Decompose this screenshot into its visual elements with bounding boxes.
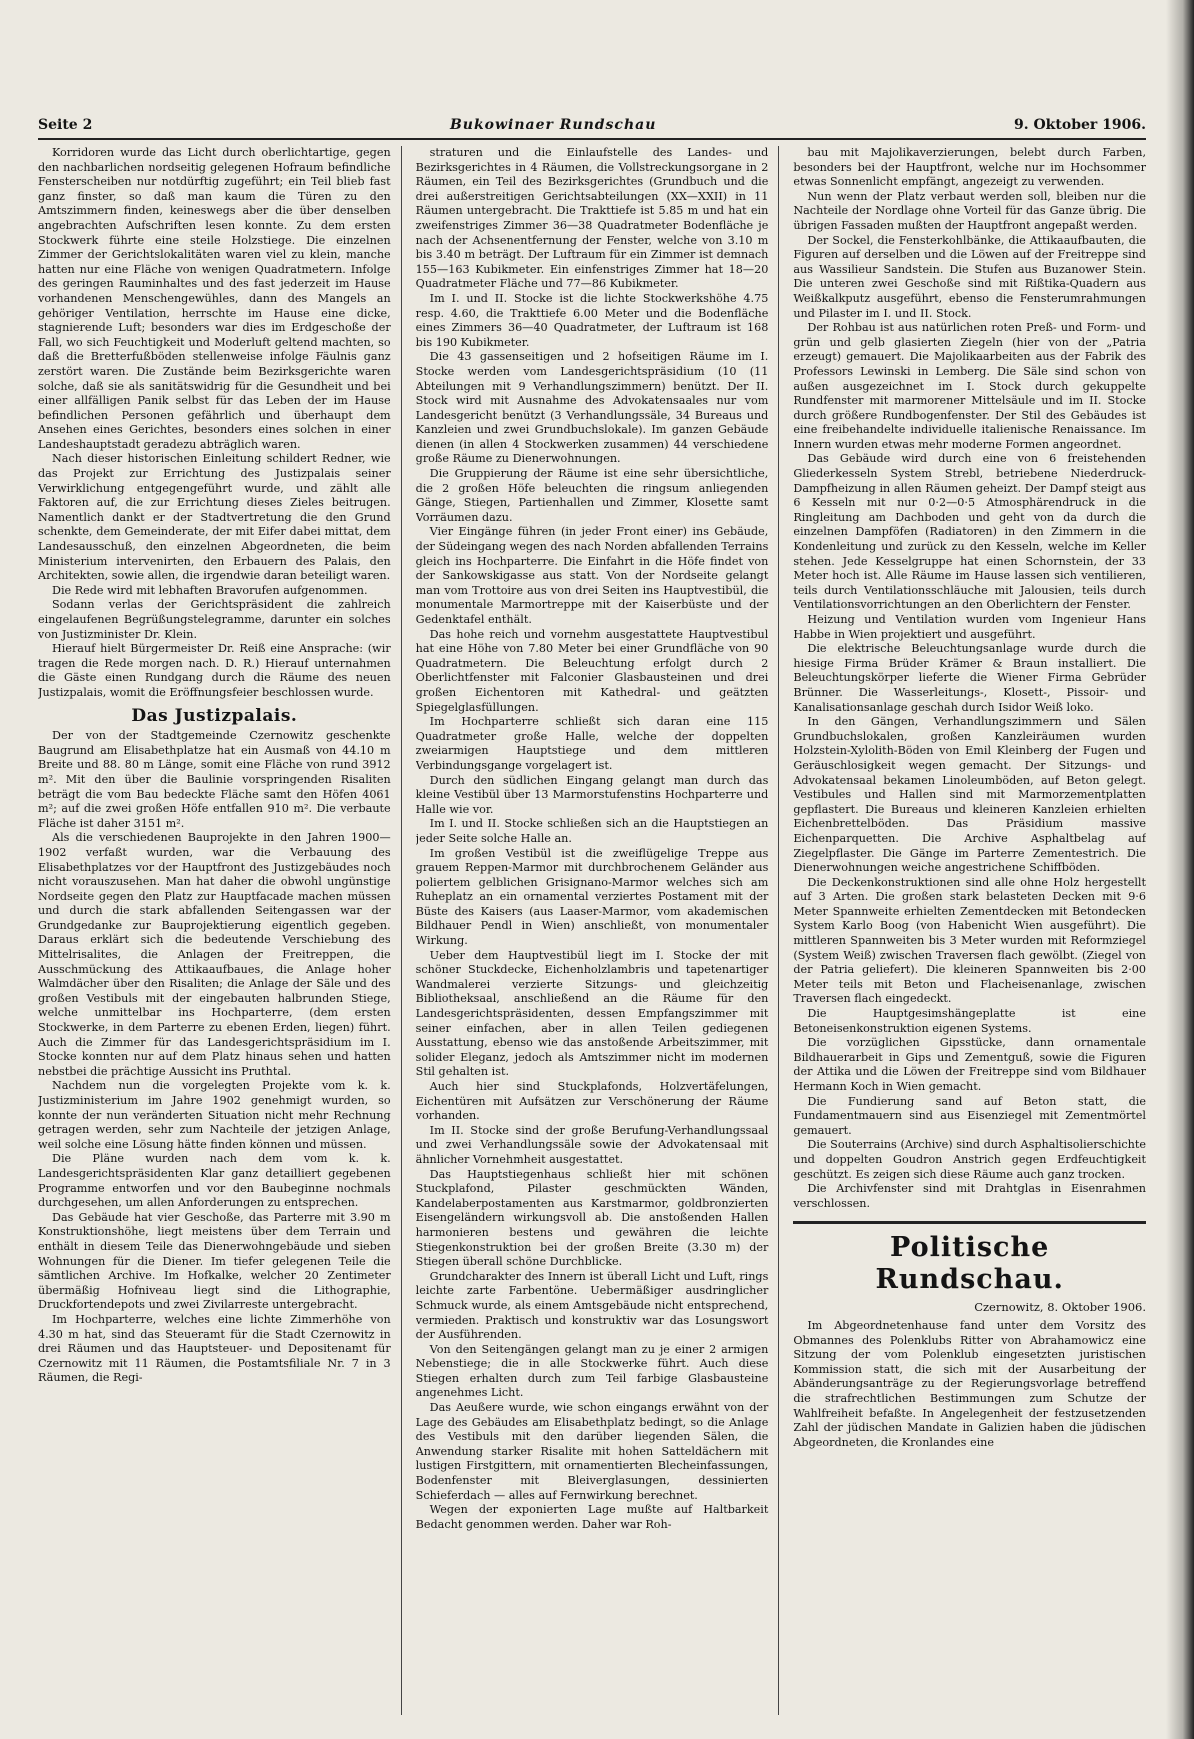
paragraph: Das Gebäude hat vier Geschoße, das Parterre mit 3.90 m Konstruktionshöhe, liegt meistens über dem Terrain und enthält in diesem Teile das Dienerwohngebäude und sieben Wohnungen für die Diener. Im tiefer gelegenen Teile die sämtlichen Archive. Im Hofkalke, welcher 20 Zentimeter übermäßig Hofniveau liegt sind die Lithographie, Druckfortendepots und zwei Zivilarreste untergebracht. (38, 1210, 391, 1312)
paragraph: Die Pläne wurden nach dem vom k. k. Landesgerichtspräsidenten Klar ganz detailliert gegebenen Programme entworfen und vor den Baubeginne nochmals durchgesehen, um allen Anforderungen zu entsprechen. (38, 1152, 391, 1210)
paragraph: Das hohe reich und vornehm ausgestattete Hauptvestibul hat eine Höhe von 7.80 Meter bei einer Grundfläche von 90 Quadratmetern. Die Beleuchtung erfolgt durch 2 Oberlichtfenster mit Falconier Glasbausteinen und drei großen Eichentoren mit Kathedral- und geätzten Spiegelglasfüllungen. (415, 627, 769, 714)
paragraph: Das Aeußere wurde, wie schon eingangs erwähnt von der Lage des Gebäudes am Elisabethplatz bedingt, so die Anlage des Vestibuls mit den darüber liegenden Sälen, die Anwendung starker Risalite mit hohen Satteldächern mit lustigen Firstgittern, mit ornamentierten Blecheinfassungen, Bodenfenster mit Bleiverglasungen, dessinierten Schieferdach — alles auf Fernwirkung berechnet. (415, 1401, 769, 1502)
paragraph: Der von der Stadtgemeinde Czernowitz geschenkte Baugrund am Elisabethplatze hat ein Ausmaß von 44.10 m Breite und 88. 80 m Länge, somit eine Fläche von rund 3912 m². Mit den über die Baulinie vorspringenden Risaliten beträgt die vom Bau bedeckte Fläche samt den Höfen 4061 m²; auf die zwei großen Höfe entfallen 910 m². Die verbaute Fläche ist daher 3151 m². (38, 729, 391, 830)
paragraph: Die vorzüglichen Gipsstücke, dann ornamentale Bildhauerarbeit in Gips und Zementguß, sowie die Figuren der Attika und die Löwen der Freitreppe sind vom Bildhauer Hermann Koch in Wien gemacht. (793, 1036, 1147, 1093)
paragraph: Nun wenn der Platz verbaut werden soll, bleiben nur die Nachteile der Nordlage ohne Vorteil für das Ganze übrig. Die übrigen Fassaden mußten der Hauptfront angepaßt werden. (793, 189, 1147, 232)
paragraph: Im großen Vestibül ist die zweiflügelige Treppe aus grauem Reppen-Marmor mit durchbrochenem Geländer aus poliertem gelblichen Grisignano-Marmor welches sich am Ruheplatz an ein ornamental verziertes Postament mit der Büste des Kaisers (aus Laaser-Marmor, vom akademischen Bildhauer Pendl in Wien) anschließt, von monumentaler Wirkung. (415, 846, 769, 948)
paragraph: Nach dieser historischen Einleitung schildert Redner, wie das Projekt zur Errichtung des Justizpalais seiner Verwirklichung entgegengeführt wurde, und zählt alle Faktoren auf, die zur Errichtung dieses Zieles beitrugen. Namentlich dankt er der Stadtvertretung die den Grund schenkte, dem Gemeinderate, der mit Eifer dabei mittat, dem Landesausschuß, den einzelnen Abgeordneten, die beim Ministerium intervenirten, den Erbauern des Palais, den Architekten, sowie allen, die irgendwie daran beteiligt waren. (38, 452, 391, 583)
paragraph: Die elektrische Beleuchtungsanlage wurde durch die hiesige Firma Brüder Krämer & Braun installiert. Die Beleuchtungskörper lieferte die Wiener Firma Gebrüder Brünner. Die Wasserleitungs-, Klosett-, Pissoir- und Kanalisationsanlage geschah durch Isidor Weiß loko. (793, 642, 1147, 714)
paragraph: Die Fundierung sand auf Beton statt, die Fundamentmauern sind aus Eisenziegel mit Zementmörtel gemauert. (793, 1094, 1147, 1137)
page-number: Seite 2 (38, 117, 93, 133)
column-2 (416, 146, 780, 1715)
paragraph: Im I. und II. Stocke schließen sich an die Hauptstiegen an jeder Seite solche Halle an. (415, 817, 769, 845)
paragraph: Nachdem nun die vorgelegten Projekte vom k. k. Justizministerium im Jahre 1902 genehmigt wurden, so konnte der nun veränderten Situation nicht mehr Rechnung getragen werden, sehr zum Nachteile der jetzigen Anlage, weil solche eine Lösung hätte finden können und müssen. (38, 1079, 391, 1151)
paragraph: Vier Eingänge führen (in jeder Front einer) ins Gebäude, der Südeingang wegen des nach Norden abfallenden Terrains gleich ins Hochparterre. Die Einfahrt in die Höfe findet von der Sankowskigasse aus statt. Von der Nordseite gelangt man vom Trottoire aus von drei Seiten ins Hauptvestibül, die monumentale Marmortreppe mit der Kaiserbüste und der Gedenktafel enthält. (415, 525, 769, 626)
article-columns (38, 146, 1146, 1715)
paragraph: Im Hochparterre, welches eine lichte Zimmerhöhe von 4.30 m hat, sind das Steueramt für die Stadt Czernowitz in drei Räumen und das Hauptsteuer- und Depositenamt für Czernowitz mit 11 Räumen, die Postamtsfiliale Nr. 7 in 3 Räumen, die Regi- (38, 1312, 391, 1385)
paragraph: bau mit Majolikaverzierungen, belebt durch Farben, besonders bei der Hauptfront, welche nur im Hochsommer etwas Sonnenlicht empfängt, angezeigt zu verwenden. (793, 146, 1147, 189)
column-3 (793, 146, 1146, 1715)
paragraph: Heizung und Ventilation wurden vom Ingenieur Hans Habbe in Wien projektiert und ausgeführt. (793, 613, 1147, 641)
paragraph: Als die verschiedenen Bauprojekte in den Jahren 1900—1902 verfaßt wurden, war die Verbauung des Elisabethplatzes vor der Hauptfront des Justizgebäudes noch nicht vorauszusehen. Man hat daher die obwohl ungünstige Nordseite gegen den Platz zur Hauptfacade machen müssen und durch die stark abfallenden Seitengassen war der Grundgedanke zur Bauprojektierung eigentlich gegeben. Daraus erklärt sich die bedeutende Verschiebung des Mittelrisalites, die Anlagen der Freitreppen, die Ausschmückung des Attikaaufbaues, die Anlage hoher Walmdächer über den Risaliten; die Anlage der Säle und des großen Vestibuls mit der eingebauten halbrunden Stiege, welche unmittelbar ins Hochparterre, (dem ersten Stockwerke, in dem Parterre zu ebenen Erden, liegen) führt. Auch die Zimmer für das Landesgerichtspräsidium im I. Stocke konnten nur auf dem Platz hinaus sehen und hatten nebstbei die prächtige Aussicht ins Pruthtal. (38, 831, 391, 1078)
paragraph: Grundcharakter des Innern ist überall Licht und Luft, rings leichte zarte Farbentöne. Uebermäßiger ausdringlicher Schmuck wurde, als einem Amtsgebäude nicht entsprechend, vermieden. Praktisch und konstruktiv war das Losungswort der Ausführenden. (415, 1269, 769, 1342)
column-1 (38, 146, 402, 1715)
paragraph: Auch hier sind Stuckplafonds, Holzvertäfelungen, Eichentüren mit Aufsätzen zur Verschönerung der Räume vorhanden. (415, 1080, 769, 1123)
dateline: Czernowitz, 8. Oktober 1906. (974, 1300, 1147, 1315)
paragraph: Im II. Stocke sind der große Berufung-Verhandlungssaal und zwei Verhandlungssäle sowie der Advokatensaal mit ähnlicher Vornehmheit ausgestattet. (415, 1123, 769, 1166)
paragraph: Ueber dem Hauptvestibül liegt im I. Stocke der mit schöner Stuckdecke, Eichenholzlambris und tapetenartiger Wandmalerei verzierte Sitzungs- und gleichzeitig Bibliotheksaal, anschließend an die Räume für den Landesgerichtspräsidenten, dessen Empfangszimmer mit seiner einfachen, aber in allen Teilen gediegenen Ausstattung, ebenso wie das anstoßende Arbeitszimmer, mit solider Eleganz, jedoch als Amtszimmer nicht im modernen Stil gehalten ist. (415, 948, 769, 1079)
paragraph: In den Gängen, Verhandlungszimmern und Sälen Grundbuchslokalen, großen Kanzleiräumen wurden Holzstein-Xylolith-Böden von Emil Kleinberg der Fugen und Geräuschlosigkeit wegen gemacht. Der Sitzungs- und Advokatensaal bekamen Linoleumböden, auf Beton gelegt. Vestibules und Hallen sind mit Marmorzementplatten gepflastert. Die Bureaus und kleineren Kanzleien erhielten Eichenbrettelböden. Das Präsidium massive Eichenparquetten. Die Archive Asphaltbelag auf Ziegelpflaster. Die Gänge im Parterre Zementestrich. Die Dienerwohnungen weiche angestrichene Schiffböden. (793, 715, 1147, 875)
paragraph: Das Hauptstiegenhaus schließt hier mit schönen Stuckplafond, Pilaster geschmückten Wänden, Kandelaberpostamenten aus Karstmarmor, goldbronzierten Eisengeländern wirkungsvoll ab. Die anstoßenden Hallen harmonieren bestens und gewähren die leichte Stiegenkonstruktion bei der großen Breite (3.30 m) der Stiegen überall schöne Durchblicke. (415, 1167, 769, 1269)
section-heading-politische-rundschau: Politische Rundschau. (875, 1232, 1064, 1296)
paragraph: Durch den südlichen Eingang gelangt man durch das kleine Vestibül über 13 Marmorstufenstins Hochparterre und Halle wie vor. (415, 773, 769, 816)
paragraph: Korridoren wurde das Licht durch oberlichtartige, gegen den nachbarlichen nordseitig gelegenen Hofraum befindliche Fensterscheiben nur notdürftig zugeführt; ein Teil blieb fast ganz finster, so daß man kaum die Türen zu den Amtszimmern finden, keineswegs aber die über denselben angebrachten Aufschriften lesen konnte. Zu dem ersten Stockwerk führte eine steile Holzstiege. Die einzelnen Zimmer der Gerichtslokalitäten waren viel zu klein, manche hatten nur eine Fläche von wenigen Quadratmetern. Infolge des geringen Rauminhaltes und des fast jederzeit im Hause vorhandenen Menschengewühles, dann des Mangels an gehöriger Ventilation, herrschte im Hause eine dicke, stagnierende Luft; besonders war dies im Erdgeschoße der Fall, wo sich Feuchtigkeit und Moderluft geltend machten, so daß die Bretterfußböden stellenweise infolge Fäulnis ganz zerstört waren. Die Zustände beim Bezirksgerichte waren solche, daß sie als sanitätswidrig für die Gesundheit und bei einer allfälligen Panik selbst für das Leben der im Hause befindlichen Personen gefährlich und überhaupt dem Ansehen eines Gerichtes, besonders eines solchen in einer Landeshauptstadt geradezu abträglich waren. (38, 146, 391, 451)
paragraph: Von den Seitengängen gelangt man zu je einer 2 armigen Nebenstiege; die in alle Stockwerke führt. Auch diese Stiegen erhalten durch zum Teil farbige Glasbausteine angenehmes Licht. (415, 1342, 769, 1400)
paragraph: Der Sockel, die Fensterkohlbänke, die Attikaaufbauten, die Figuren auf derselben und die Löwen auf der Freitreppe sind aus Wassilieur Sandstein. Die Stufen aus Buzanower Stein. Die unteren zwei Geschoße sind mit Rißtika-Quadern aus Weißkalkputz ausgeführt, ebenso die Fensterumrahmungen und Pilaster im I. und II. Stock. (793, 233, 1147, 320)
issue-date: 9. Oktober 1906. (1014, 117, 1146, 133)
paragraph: Im I. und II. Stocke ist die lichte Stockwerkshöhe 4.75 resp. 4.60, die Trakttiefe 6.00 Meter und die Bodenfläche eines Zimmers 36—40 Quadratmeter, der Luftraum ist 168 bis 190 Kubikmeter. (415, 291, 769, 349)
newspaper-title: Bukowinaer Rundschau (449, 117, 657, 133)
paragraph: Sodann verlas der Gerichtspräsident die zahlreich eingelaufenen Begrüßungstelegramme, darunter ein solches von Justizminister Dr. Klein. (38, 598, 391, 641)
paragraph: Die Deckenkonstruktionen sind alle ohne Holz hergestellt auf 3 Arten. Die großen stark belasteten Decken mit 9·6 Meter Spannweite erhielten Zementdecken mit Betondecken System Karlo Boog (von Habenicht Wien ausgeführt). Die mittleren Spannweiten bis 3 Meter wurden mit Reformziegel (System Weiß) zwischen Traversen flach gewölbt. (Ziegel von der Patria geliefert). Die kleineren Spannweiten bis 2·00 Meter teils mit Beton und Flacheisenanlage, zwischen Traversen flach eingedeckt. (793, 875, 1147, 1006)
page-edge-shadow (1166, 0, 1194, 1739)
paragraph: Im Abgeordnetenhause fand unter dem Vorsitz des Obmannes des Polenklubs Ritter von Abrahamowicz eine Sitzung der vom Polenklub eingesetzten juristischen Kommission statt, die sich mit der Ausarbeitung der Abänderungsanträge zu der Regierungsvorlage betreffend die strafrechtlichen Bestimmungen zum Schutze der Wahlfreiheit befaßte. In Angelegenheit der festzusetzenden Zahl der jüdischen Mandate in Galizien haben die jüdischen Abgeordneten, die Kronlandes eine (793, 1318, 1147, 1449)
paragraph: Hierauf hielt Bürgermeister Dr. Reiß eine Ansprache: (wir tragen die Rede morgen nach. D. R.) Hierauf unternahmen die Gäste einen Rundgang durch die Räume des neuen Justizpalais, womit die Eröffnungsfeier beschlossen wurde. (38, 642, 391, 699)
paragraph: Im Hochparterre schließt sich daran eine 115 Quadratmeter große Halle, welche der doppelten zweiarmigen Hauptstiege und dem mittleren Verbindungsgange vorgelagert ist. (415, 715, 769, 772)
section-heading-justizpalais: Das Justizpalais. (131, 705, 298, 726)
paragraph: Die Souterrains (Archive) sind durch Asphaltisolierschichte und doppelten Goudron Anstrich gegen Erdfeuchtigkeit geschützt. Es zeigen sich diese Räume auch ganz trocken. (793, 1138, 1147, 1181)
section-divider (793, 1221, 1146, 1224)
paragraph: Die Hauptgesimshängeplatte ist eine Betoneisenkonstruktion eigenen Systems. (793, 1007, 1147, 1035)
paragraph: Der Rohbau ist aus natürlichen roten Preß- und Form- und grün und gelb glasierten Ziegeln (hier von der „Patria erzeugt) gemauert. Die Majolikaarbeiten aus der Fabrik des Professors Lewinski in Lemberg. Die Säle sind schon von außen ausgezeichnet im I. Stock durch gekuppelte Rundfenster mit marmorener Mittelsäule und im II. Stocke durch größere Rundbogenfenster. Der Stil des Gebäudes ist eine freibehandelte individuelle italienische Renaissance. Im Innern wurden etwas mehr moderne Formen angeordnet. (793, 321, 1147, 451)
paragraph: Die 43 gassenseitigen und 2 hofseitigen Räume im I. Stocke werden vom Landesgerichtspräsidium (10 (11 Abteilungen mit 9 Verhandlungszimmern) benützt. Der II. Stock wird mit Ausnahme des Advokatensaales nur vom Landesgericht benützt (3 Verhandlungssäle, 34 Bureaus und Kanzleien und zwei Grundbuchslokale). Im ganzen Gebäude dienen (in allen 4 Stockwerken zusammen) 44 verschiedene große Räume zu Dienerwohnungen. (415, 350, 769, 466)
paragraph: Das Gebäude wird durch eine von 6 freistehenden Gliederkesseln System Strebl, betriebene Niederdruck-Dampfheizung in allen Räumen geheizt. Der Dampf steigt aus 6 Kesseln mit nur 0·2—0·5 Atmosphärendruck in die Ringleitung am Dachboden und geht von da durch die einzelnen Dampföfen (Radiatoren) in den Zimmern in die Kondenleitung und zurück zu den Kesseln, welche im Keller stehen. Jede Kesselgruppe hat einen Schornstein, der 33 Meter hoch ist. Alle Räume im Hause lassen sich ventilieren, teils durch Ventilationsschläuche mit Jalousien, teils durch Ventilationsvorrichtungen an den Oberlichtern der Fenster. (793, 452, 1147, 612)
paragraph: Die Gruppierung der Räume ist eine sehr übersichtliche, die 2 großen Höfe beleuchten die ringsum anliegenden Gänge, Stiegen, Partienhallen und Zimmer, Klosette samt Vorräumen dazu. (415, 467, 769, 524)
paragraph: Die Archivfenster sind mit Drahtglas in Eisenrahmen verschlossen. (793, 1182, 1147, 1210)
page-header (38, 112, 1146, 140)
paragraph: Die Rede wird mit lebhaften Bravorufen aufgenommen. (52, 583, 368, 597)
paragraph: Wegen der exponierten Lage mußte auf Haltbarkeit Bedacht genommen werden. Daher war Roh- (415, 1503, 769, 1531)
paragraph: straturen und die Einlaufstelle des Landes- und Bezirksgerichtes in 4 Räumen, die Vollstreckungsorgane in 2 Räumen, ein Teil des Bezirksgerichtes (Grundbuch und die drei außerstreitigen Gerichtsabteilungen (XX—XXII) in 11 Räumen untergebracht. Die Trakttiefe ist 5.85 m und hat ein zweifenstriges Zimmer 36—38 Quadratmeter Bodenfläche je nach der Achsenentfernung der Fenster, welche von 3.10 m bis 3.40 m beträgt. Der Luftraum für ein Zimmer ist demnach 155—163 Kubikmeter. Ein einfenstriges Zimmer hat 18—20 Quadratmeter Fläche und 77—86 Kubikmeter. (415, 146, 769, 291)
